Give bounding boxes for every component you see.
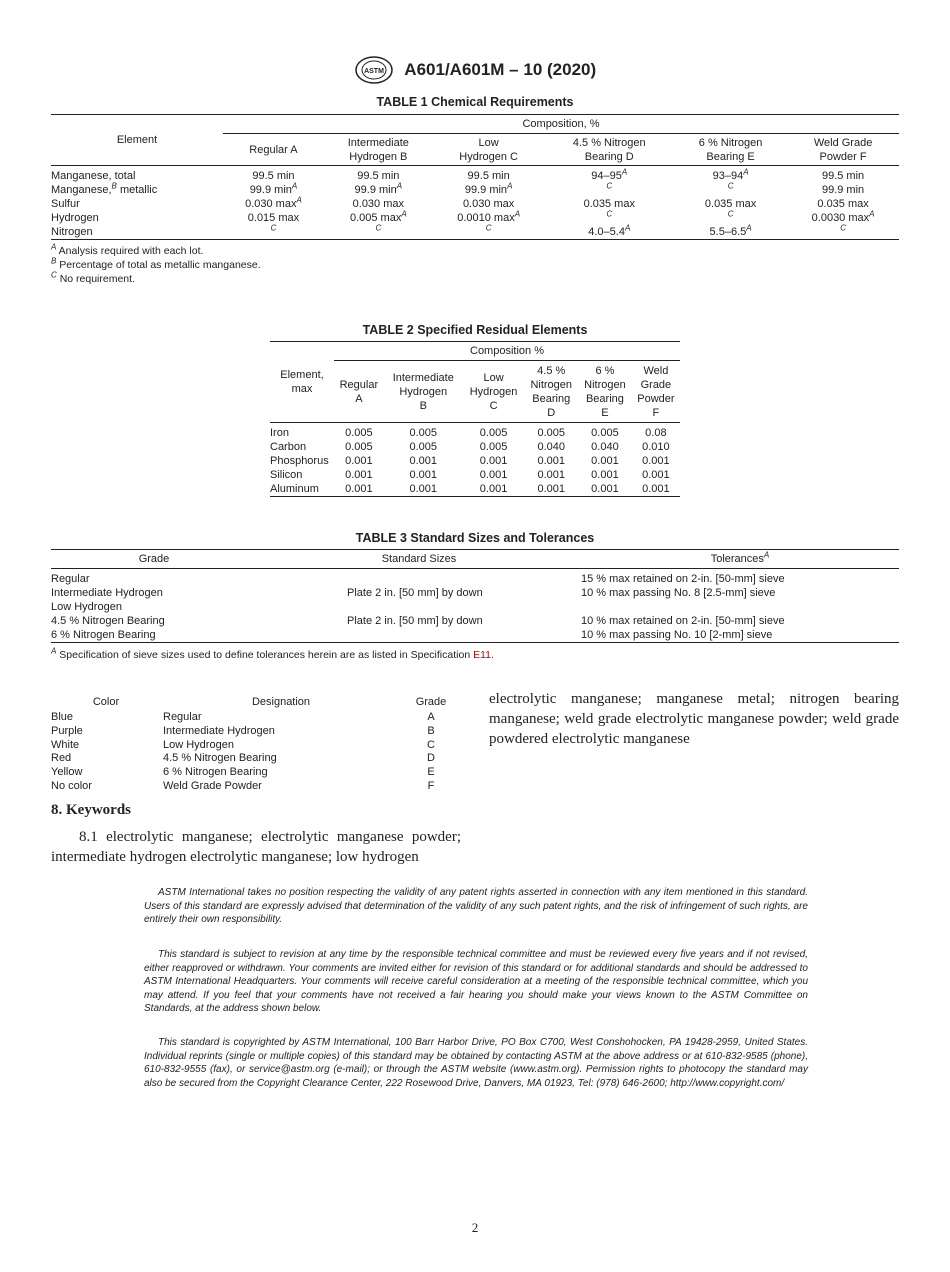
table3-tolerance: 10 % max passing No. 8 [2.5-mm] sieve [581,587,776,599]
color-name: Red [51,752,72,765]
document-id: A601/A601M – 10 (2020) [404,60,597,79]
table2-cell: 0.001 [345,483,373,495]
table1-element-name: Manganese,$^B$ metallic [51,181,158,196]
table1-cell: 99.9 $\min^A$ [354,181,403,196]
table1-cell: $94-95^A$ [591,167,628,182]
table2-cell: 0.001 [537,455,565,467]
table2-element-header: Element, max [270,342,334,423]
table3-grade: Low Hydrogen [51,601,122,613]
table1-cell: 99.9 $\min^A$ [464,181,513,196]
table2-element-name: Silicon [270,469,303,481]
table2-cell: 0.001 [345,455,373,467]
table2-cell: 0.040 [591,441,619,453]
table3-grade: 6 % Nitrogen Bearing [51,629,156,641]
table1-cell: 0.030 max [352,198,405,210]
table3-grade-header: Grade [51,550,257,569]
table1-element-name: Manganese, total [51,170,136,182]
table1-cell: 99.5 min [357,170,400,182]
table1-cell: 0.0030 $\max^A$ [811,209,875,224]
table2-column-header: Low Hydrogen C [463,361,525,423]
patent-notice: ASTM International takes no position respecting the validity of any patent rights asserted in connection with any item mentioned in this standard. Users of this standard are expressly advised that determination of the validity of any such patent rights, and the risk of infringement of such rights, are entirely their own responsibility. [144,887,808,925]
table1-element-name: Nitrogen [51,226,93,238]
table-row [51,739,461,753]
table1-cell: 0.030 max [462,198,515,210]
table1-column-header: Weld Grade Powder F [787,134,899,166]
table1-cell: 0.035 max [583,198,635,210]
table1-footnote: $^B$ Percentage of total as metallic manganese. [51,256,261,271]
table-row [51,225,899,240]
table-row [51,166,899,184]
keywords-paragraph-left: 8.1 electrolytic manganese; electrolytic manganese powder; intermediate hydrogen electrolytic manganese; low hydrogen [51,829,461,865]
table2-cell: 0.001 [591,455,619,467]
color-name: Yellow [51,766,83,779]
table1-column-header: 6 % Nitrogen Bearing E [674,134,787,166]
chemical-requirements-table [51,114,899,240]
page-header [0,55,950,85]
grade: D [427,752,435,765]
color-header: Color [92,696,120,709]
table-row [51,197,899,211]
table2-cell: 0.08 [645,427,667,439]
table2-cell: 0.001 [409,483,438,495]
table1-cell: $93-94^A$ [712,167,749,182]
table-row [270,468,680,482]
table-row [51,711,461,725]
table1-cell: C [606,209,613,219]
table2-cell: 0.001 [345,469,373,481]
table2-cell: 0.001 [409,469,438,481]
table2-cell: 0.001 [642,455,670,467]
table1-cell: 0.035 max [817,198,869,210]
grade: F [427,779,435,792]
table1-cell: C [727,209,734,219]
table3-size: Plate 2 in. [50 mm] by down [347,615,483,627]
table2-cell: 0.001 [591,483,619,495]
table1-element-name: Sulfur [51,198,80,210]
designation: 6 % Nitrogen Bearing [163,766,268,779]
table3-size: Plate 2 in. [50 mm] by down [347,587,483,599]
table3-grade: 4.5 % Nitrogen Bearing [51,615,165,627]
table1-cell: $5.5-6.5^A$ [709,223,752,238]
table2-cell: 0.010 [642,441,670,453]
table-row [51,569,899,587]
table-row [51,752,461,766]
table2-cell: 0.005 [591,427,619,439]
table1-footnote: $^C$ No requirement. [51,270,135,285]
table3-tolerances-header: Tolerances$^A$ [581,550,899,569]
page-number: 2 [471,1220,479,1235]
table1-column-header: Intermediate Hydrogen B [324,134,433,166]
table1-cell: 99.5 min [821,170,865,182]
table2-cell: 0.005 [479,427,508,439]
table3-sizes-header: Standard Sizes [257,550,581,569]
copyright-notice: This standard is copyrighted by ASTM International, 100 Barr Harbor Drive, PO Box C700, West Conshohocken, PA 19428-2959, United States. Individual reprints (single or multiple copies) of this standard may be obtained by contacting ASTM at the above address or at 610-832-9585 (phone), 610-832-9555 (fax), or service@astm.org (e-mail); or through the ASTM website (www.astm.org). Permission rights to photocopy the standard may also be secured from the Copyright Clearance Center, 222 Rosewood Drive, Danvers, MA 01923, Tel: (978) 646-2600; http://www.copyright.com/ [144,1037,808,1089]
designation: Low Hydrogen [163,738,234,751]
table1-cell: 99.5 min [467,170,510,182]
table3-tolerance: 10 % max retained on 2-in. [50-mm] sieve [581,615,785,627]
table1-cell: 99.5 min [252,170,295,182]
table2-column-header: 6 % Nitrogen Bearing E [578,361,632,423]
table2-cell: 0.001 [479,469,508,481]
table1-element-name: Hydrogen [51,212,99,224]
table2-cell: 0.001 [642,483,670,495]
table-row [51,628,899,643]
table1-cell: 0.015 max [247,212,300,224]
table1-column-header: Low Hydrogen C [433,134,545,166]
table-row [270,423,680,441]
table2-caption: TABLE 2 Specified Residual Elements [362,323,588,337]
table3-tolerance [581,600,899,614]
color-name: Purple [51,724,83,737]
table2-element-name: Phosphorus [270,455,329,467]
table-row [51,211,899,225]
table1-cell: 0.030 $\max^A$ [245,195,302,210]
table-row [51,780,461,794]
table1-cell: C [375,223,382,233]
table2-group-header: Composition % [334,342,680,361]
table2-cell: 0.005 [409,427,438,439]
table2-cell: 0.005 [345,427,373,439]
designation: Regular [163,711,202,723]
table1-cell: C [485,223,492,233]
table2-element-name: Carbon [270,441,307,453]
logo-text: ASTM [363,68,384,75]
color-designation-table [51,695,461,794]
table1-cell: 0.035 max [704,198,757,210]
table3-size [257,569,581,587]
grade: B [427,724,435,737]
table2-element-name: Iron [270,427,289,439]
table3-grade: Regular [51,573,90,585]
table2-element-name: Aluminum [270,483,319,495]
table-row [51,766,461,780]
grade: A [427,711,435,723]
table3-size [257,600,581,614]
designation: 4.5 % Nitrogen Bearing [163,752,277,765]
table2-cell: 0.001 [479,455,508,467]
table1-cell: C [840,223,846,233]
table1-cell: 99.9 $\min^A$ [249,181,298,196]
designation-header: Designation [251,696,311,709]
table2-cell: 0.005 [479,441,508,453]
table-row [51,600,899,614]
table2-cell: 0.001 [537,469,565,481]
table1-footnote: $^A$ Analysis required with each lot. [51,242,204,257]
table1-cell: C [727,181,734,191]
table1-cell: 99.9 min [821,184,865,196]
residual-elements-table [270,341,680,497]
table3-grade: Intermediate Hydrogen [51,587,163,599]
table3-tolerance: 10 % max passing No. 10 [2-mm] sieve [581,629,773,641]
table3-size [257,628,581,643]
sizes-tolerances-table [51,549,899,643]
table1-footnotes [51,244,261,286]
table2-column-header: Intermediate Hydrogen B [384,361,463,423]
table2-cell: 0.001 [409,455,438,467]
table1-cell: C [270,223,277,233]
table1-column-header: 4.5 % Nitrogen Bearing D [545,134,674,166]
table3-tolerance: 15 % max retained on 2-in. [50-mm] sieve [581,573,785,585]
table2-cell: 0.005 [345,441,373,453]
table2-column-header: Regular A [334,361,384,423]
color-name: No color [51,779,92,792]
table-row [270,482,680,497]
table2-cell: 0.005 [537,427,565,439]
table1-cell: $4.0-5.4^A$ [588,223,631,238]
table2-cell: 0.005 [409,441,438,453]
grade-header: Grade [415,696,447,709]
table1-group-header: Composition, % [223,115,899,134]
table-row [51,586,899,600]
table1-element-header: Element [51,115,223,166]
table3-caption: TABLE 3 Standard Sizes and Tolerances [355,531,595,545]
table1-cell: C [606,181,613,191]
table3-footnote: $^A$ Specification of sieve sizes used to define tolerances herein are as listed in Specification E11. [51,646,494,661]
table2-cell: 0.001 [479,483,508,495]
table1-cell: 0.0010 $\max^A$ [457,209,521,224]
keywords-heading: 8. Keywords [51,802,131,818]
designation: Weld Grade Powder [163,779,262,792]
grade: E [427,766,435,779]
revision-notice: This standard is subject to revision at any time by the responsible technical committee and must be reviewed every five years and if not revised, either reapproved or withdrawn. Your comments are invited either for revision of this standard or for additional standards and should be addressed to ASTM International Headquarters. Your comments will receive careful consideration at a meeting of the responsible technical committee, which you may attend. If you feel that your comments have not received a fair hearing you should make your views known to the ASTM Committee on Standards, at the address shown below. [144,949,808,1014]
grade: C [427,738,435,751]
table2-cell: 0.040 [537,441,565,453]
color-name: Blue [51,711,74,723]
spec-e11-link[interactable]: E11 [473,649,491,661]
table1-column-header: Regular A [223,134,324,166]
astm-logo [354,55,394,85]
table-row [270,440,680,454]
table2-column-header: 4.5 % Nitrogen Bearing D [524,361,578,423]
designation: Intermediate Hydrogen [163,724,275,737]
table-row [270,454,680,468]
table2-cell: 0.001 [537,483,565,495]
table2-column-header: Weld Grade Powder F [632,361,680,423]
color-name: White [51,738,80,751]
table2-cell: 0.001 [642,469,670,481]
table-row [51,183,899,197]
table1-caption: TABLE 1 Chemical Requirements [376,95,574,109]
table2-cell: 0.001 [591,469,619,481]
table-row [51,725,461,739]
table-row [51,614,899,628]
keywords-paragraph-right: electrolytic manganese; manganese metal; nitrogen bearing manganese; weld grade electrolytic manganese powder; weld grade powdered electrolytic manganese [489,691,899,747]
table1-cell: 0.005 $\max^A$ [349,209,407,224]
